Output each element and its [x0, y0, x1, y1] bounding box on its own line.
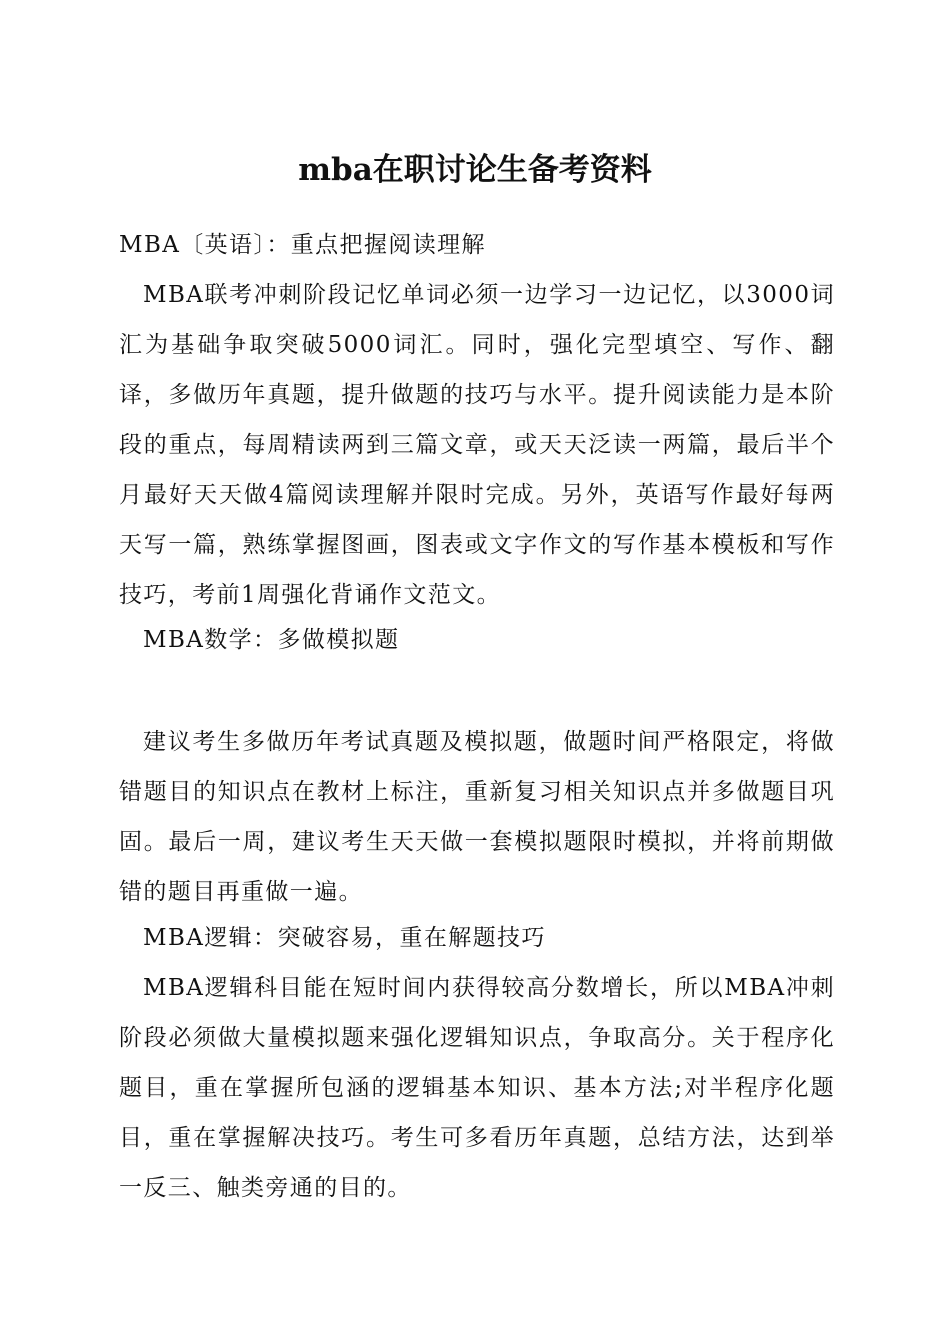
- section-body-english: MBA联考冲刺阶段记忆单词必须一边学习一边记忆，以3000词汇为基础争取突破5000词汇。同时，强化完型填空、写作、翻译，多做历年真题，提升做题的技巧与水平。提升阅读能力是本阶段的重点，每周精读两到三篇文章，或天天泛读一两篇，最后半个月最好天天做4篇阅读理解并限时完成。另外，英语写作最好每两天写一篇，熟练掌握图画，图表或文字作文的写作基本模板和写作技巧，考前1周强化背诵作文范文。: [119, 282, 835, 608]
- section-heading-english: MBA〔英语〕：重点把握阅读理解: [119, 232, 486, 258]
- section-heading-logic: MBA逻辑：突破容易，重在解题技巧: [143, 925, 546, 951]
- document-title: mba在职讨论生备考资料: [298, 152, 652, 188]
- section-body-math: 建议考生多做历年考试真题及模拟题，做题时间严格限定，将做错题目的知识点在教材上标注，重新复习相关知识点并多做题目巩固。最后一周，建议考生天天做一套模拟题限时模拟，并将前期做错的题目再重做一遍。: [119, 729, 835, 905]
- section-body-logic: MBA逻辑科目能在短时间内获得较高分数增长，所以MBA冲刺阶段必须做大量模拟题来强化逻辑知识点，争取高分。关于程序化题目，重在掌握所包涵的逻辑基本知识、基本方法;对半程序化题目，重在掌握解决技巧。考生可多看历年真题，总结方法，达到举一反三、触类旁通的目的。: [119, 975, 835, 1201]
- section-heading-math: MBA数学：多做模拟题: [143, 627, 400, 653]
